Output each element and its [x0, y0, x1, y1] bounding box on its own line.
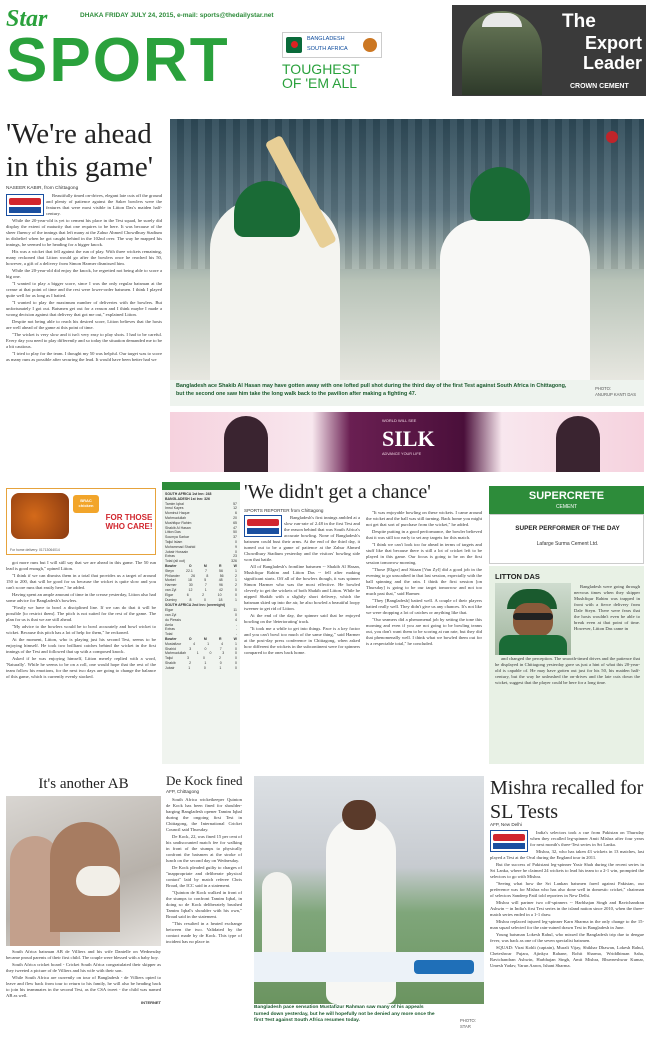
scoreboard-bowling-row-2 — [165, 666, 237, 671]
scoreboard-batting-row-cell: 326 — [231, 559, 237, 564]
brac-footer: For home delivery: 01713064014 — [10, 548, 60, 552]
scoreboard-bowling-row-2-cell: Mustafizur — [165, 641, 182, 646]
scoreboard-batting-row-2-cell: 4 — [235, 617, 237, 622]
photo-credit-name: ANURUP KANTI DAS — [595, 391, 636, 397]
npoly-logo-red — [247, 519, 279, 526]
mustafiz-head — [342, 800, 376, 830]
scoreboard-bowling-header-cell: W — [233, 563, 237, 568]
litton-photo[interactable] — [495, 583, 571, 655]
story2-paragraph: "It took me a while to get into things. Pace is a key factor and you can't bowl too much of the same thing," said Harmer at the post-day press conference in Chittagong, when asked how different the wickets in the subcontinent were for spinners compared to the ones back home. — [244, 626, 360, 655]
batsman-helmet — [470, 167, 530, 221]
scoreboard-bowling-header-cell: O — [188, 563, 192, 568]
ad-player-cap — [482, 13, 522, 27]
scoreboard-batting-row-2-cell: 11 — [233, 608, 237, 613]
scoreboard-bowling-row-cell: 18 — [218, 597, 223, 602]
dekock-paragraph: "This resulted in a heated exchange between the two. Validated by the contact made by de Kock. This type of incident has no place in — [166, 921, 242, 944]
scoreboard-batting-row-2-cell: Elgar — [165, 608, 174, 613]
scoreboard-bowling-row-cell: Harmer — [165, 583, 177, 588]
scoreboard-bowling-row-2-cell: Jubair — [165, 665, 175, 670]
series-team-1: BANGLADESH — [307, 36, 345, 42]
series-tagline: TOUGHEST OF 'EM ALL — [282, 61, 360, 91]
story2-col1 — [244, 515, 360, 763]
scoreboard-bowling-row-2-cell: 0 — [235, 665, 237, 670]
scoreboard-bowling-row-2-cell: 0 — [203, 665, 206, 670]
scoreboard-bowling-row-cell: 56 — [219, 573, 224, 578]
performer-title: SUPER PERFORMER OF THE DAY — [515, 525, 620, 532]
scoreboard-bowling-row-cell: 8 — [189, 597, 192, 602]
series-logo — [282, 32, 382, 58]
scoreboard-bowling-row-2-cell: 0 — [219, 660, 222, 665]
lead-paragraph: His was a wicket that fell against the run of play. With three wickets remaining, many reckoned that Litton would go after the bowlers once he reached his 50, however, a gift of a delivery from Simon Harmer dismissed him. — [6, 249, 162, 266]
scoreboard-bowling-row-2-cell: 0 — [235, 646, 237, 651]
scoreboard-bowling-header-cell: Bowler — [165, 563, 177, 568]
scoreboard-bowling-row-cell: 0 — [203, 597, 206, 602]
cricket-ball-icon — [363, 38, 377, 52]
scoreboard-bowling-row-2-cell: 4 — [221, 641, 224, 646]
scoreboard-bowling-row — [165, 598, 237, 603]
story2-col2 — [366, 510, 482, 763]
scoreboard-batting-row-cell: Litton Das — [165, 530, 181, 535]
scoreboard-bowling-row-2-cell: 3 — [189, 646, 192, 651]
story2-headline[interactable]: 'We didn't get a chance' — [244, 481, 431, 503]
batsman-figure — [440, 219, 590, 380]
series-team-2: SOUTH AFRICA — [307, 46, 348, 52]
lead-cont-paragraph: Asked if he was enjoying himself, Litton merely replied with a word, 'Naturally'. While he seems to be on a roll, one would hope that the rest of the team follow his emotions, for the next two days are going to change the balance of this game, which is currently evenly stacked. — [6, 656, 156, 679]
scoreboard-batting-row-cell: 37 — [233, 535, 237, 540]
scoreboard-bowling-row-cell: 1 — [235, 568, 237, 573]
lead-body — [6, 193, 162, 479]
ab-paragraph: South Africa batsman AB de Villiers and his wife Danielle on Wednesday became proud parents of their first child. The couple were blessed with a baby boy. — [6, 949, 161, 960]
scoreboard-batting-row-cell: 0 — [235, 549, 237, 554]
cricket-ball-icon — [606, 131, 618, 143]
mishra-paragraph: Mishra, 32, who has taken 43 wickets in 13 matches, last played a Test at the Oval during the England tour in 2011. — [490, 849, 644, 860]
litton-paragraph: Bangladesh were going through nervous times when they skipper Mushfiqur Rahim was trapped in front with a fierce delivery from Dale Steyn. There were fears that the hosts wouldn't even be able to break even at that point of time. However, Litton Das came in — [574, 584, 640, 631]
scoreboard-bowling-row-cell: 8 — [206, 573, 209, 578]
lead-continued — [6, 560, 156, 764]
litton-paragraph: and changed the perception. The smooth-timed drives and the patience that he displayed in Chittagong yesterday gave us just a hint of what this 20-year-old is capable of. He may have gotten out just for his 50, his maiden half-century, but the way he unleashed the on-drives and the late cuts down the wicket, suggest that the player could be here for a long time. — [495, 656, 640, 685]
lead-cont-paragraph: "My advice to the bowlers would be to bowl accurately and bowl wicket to wicket. Because this pitch has a lot of help for them," he reckoned. — [6, 624, 156, 635]
ab-headline[interactable]: It's another AB — [38, 776, 129, 792]
scoreboard-batting-row-cell: Extras — [165, 554, 175, 559]
scoreboard-batting-row-cell: BANGLADESH 1st Inn: 326 — [165, 496, 210, 501]
litton-name: LITTON DAS — [495, 572, 540, 581]
photo-credit-name: STAR — [460, 1023, 471, 1029]
ab-photo[interactable] — [6, 796, 161, 946]
mishra-paragraph: "Seeing what how the Sri Lankan batsmen fared against Pakistan, our preference was for Mishra who has also done well in domestic cricket," chairman of selectors Sandeep Patil told reporters in New Delhi. — [490, 881, 644, 898]
scoreboard-bowling-row-cell: 26 — [191, 573, 196, 578]
mishra-byline: AFP, New Delhi — [490, 822, 522, 827]
scoreboard-batting-row-cell: 9 — [235, 544, 237, 549]
scoreboard-bowling-row-cell: 7 — [204, 568, 207, 573]
scoreboard-bowling-row-2-cell: Shahid — [165, 646, 176, 651]
scoreboard-bowling-row-cell: 1 — [235, 578, 237, 583]
scoreboard-bowling-row-2-cell: 0 — [204, 646, 207, 651]
scoreboard-batting-row-cell: 20 — [233, 515, 237, 520]
lead-paragraph: "I wanted to play the maximum number of deliveries with the bowlers. But unfortunately I got out. Batsmen get out for a reason and I think maybe I made a wrong decision against that delivery that got me out," explained Litton. — [6, 300, 162, 317]
performer-sponsor: Lafarge Surma Cement Ltd. — [536, 541, 599, 547]
lead-cont-paragraph: Having spent an ample amount of time in the crease yesterday, Litton also had some advice for Bangladesh's bowlers. — [6, 592, 156, 603]
scoreboard-bowling-row-2-cell: 3 — [187, 656, 189, 661]
scoreboard-bowling-header-cell: R — [218, 636, 222, 641]
scoreboard-batting-row-2-cell: du Plessis — [165, 617, 181, 622]
dekock-paragraph: South Africa wicketkeeper Quinton de Kock has been fined for shoulder-barging Bangladesh opener Tamim Iqbal during the ongoing first Test in Chittagong, the International Cricket Council said Thursday. — [166, 797, 242, 832]
litton-text-1 — [574, 584, 640, 656]
scoreboard-batting-row-2-cell: 0 — [235, 612, 237, 617]
scoreboard-bowling-row-2-cell: 0 — [209, 651, 212, 656]
litton-text-2 — [495, 656, 640, 761]
scoreboard-bowling-row-2-cell: 3 — [222, 651, 225, 656]
scoreboard-batting-row-cell: Mohammad Shahid — [165, 544, 196, 549]
supercrete-subtitle: CEMENT — [555, 504, 578, 510]
scoreboard-bowling-row-cell: Philander — [165, 573, 180, 578]
photo-credit-label: PHOTO: — [595, 386, 612, 391]
scoreboard-batting-row-cell: Shakib Al Hasan — [165, 525, 191, 530]
scoreboard-batting-row-2-cell: Total — [165, 632, 173, 637]
story2-byline: SPORTS REPORTER from Chittagong — [244, 508, 324, 513]
scoreboard-bowling-row-2-cell: 1 — [204, 660, 207, 665]
scoreboard-bowling-row-2-cell: 0 — [235, 651, 237, 656]
lead-cont-paragraph: At the moment, Litton, who is playing just his second Test, seems to be enjoying himself. He took two brilliant catches behind the wicket in the first innings of the Test and followed that up with a composed knock. — [6, 637, 156, 654]
scoreboard-bowling-row-cell: 96 — [218, 583, 223, 588]
scoreboard-batting-row-cell: Mominul Haque — [165, 511, 190, 516]
story2-paragraph: All of Bangladesh's frontline batsmen -- Shakib Al Hasan, Mushfiqur Rahim and Litton Das -- fell after making significant starts. Off all of the bowlers though, it was spinner Simon Harmer who was the most effective. He bowled cleverly to get the wickets of both Shakib and Litton. While he nipped Shakib with a slightly short delivery, which the batsman skied up into the air, he also bowled a beautiful loopy tweener to get rid of Litton. — [244, 564, 360, 611]
scoreboard-batting-row-cell: Mushfiqur Rahim — [165, 520, 192, 525]
scoreboard-batting-row-2-cell: - — [235, 627, 237, 632]
scoreboard-bowling-row-cell: 22.1 — [186, 568, 193, 573]
scoreboard-batting-row-cell: 0 — [235, 539, 237, 544]
baby-figure — [76, 866, 120, 896]
lead-paragraph: While the 20-year-old did enjoy the knock, he regretted not being able to score a big one. — [6, 268, 162, 279]
scoreboard-batting-row-cell: SOUTH AFRICA 1st Inn: 248 — [165, 492, 212, 496]
scoreboard-batting-row-cell: 23 — [233, 554, 237, 559]
scoreboard-bowling-header-cell: W — [233, 636, 237, 641]
lead-headline[interactable]: 'We're ahead in this game' — [6, 118, 153, 183]
scoreboard-bowling-row-cell: 48 — [218, 578, 223, 583]
npoly-logo — [490, 830, 528, 852]
scoreboard-bowling-row-2-cell: Taijul — [165, 656, 173, 661]
scoreboard — [162, 482, 240, 764]
dateline: DHAKA FRIDAY JULY 24, 2015, e-mail: sports@thedailystar.net — [80, 12, 274, 19]
scoreboard-bowling-row-2-cell: 0 — [235, 660, 237, 665]
silk-ad-line-3: ADVANCE YOUR LIFE — [382, 452, 422, 456]
ab-paragraph: While South Africa are currently on tour of Bangladesh - de Villiers opted to leave and flew back from tour to return to his family, he will also be heading back to join his teammates in the second Test, as the CSA tweet - the child was named AB as well. — [6, 975, 161, 998]
scoreboard-bowling-row-2-cell: 0 — [203, 656, 205, 661]
story2-paragraph: At the end of the day, the spinner said that he enjoyed bowling on the 'deteriorating' track. — [244, 613, 360, 624]
scoreboard-batting-row-cell: Total (all out) — [165, 559, 186, 564]
scoreboard-batting-row-2-cell: Extras — [165, 627, 175, 632]
ab-paragraph: South Africa cricket board - Cricket South Africa congratulated their skipper as they tweeted a picture of de Villiers and his wife with their son. — [6, 962, 161, 973]
lead-photo[interactable] — [170, 119, 644, 380]
story2-paragraph: Bangladesh's first innings ambled at a slow run-rate of 2.48 in the first Test and the reason behind that was South Africa's accurate bowling. None of Bangladesh's batsmen could bust their arms. At the end of the third day, it turned out to be a game of patience at the Zahur Ahmed Chowdhury Stadium yesterday and the visitors' bowling side won that battle. — [244, 515, 360, 562]
scoreboard-batting-row-cell: Imrul Kayes — [165, 506, 184, 511]
scoreboard-bowling-header-cell: R — [218, 563, 222, 568]
lead-paragraph: Despite not being able to reach his desired score, Litton believes that the hosts are well ahead of the game at this point of time. — [6, 319, 162, 330]
scoreboard-batting-row-2-cell: - — [235, 632, 237, 637]
dekock-headline[interactable]: De Kock fined — [166, 773, 243, 788]
silk-ad-brand: SILK — [382, 426, 435, 451]
scoreboard-bowling-row-cell: 1 — [235, 597, 237, 602]
lead-photo-credit — [595, 386, 636, 397]
scoreboard-bowling-row-cell: 5 — [204, 578, 207, 583]
scoreboard-batting-row-cell: 12 — [233, 506, 237, 511]
scoreboard-title: BD-SA SCOREBOARD — [174, 483, 228, 489]
scoreboard-bowling-row-cell: 10 — [217, 592, 222, 597]
brac-logo: BRAC chicken — [73, 495, 99, 513]
lead-caption-box — [170, 380, 644, 406]
scoreboard-batting-row-cell: Mahmudullah — [165, 515, 187, 520]
supercrete-title: SUPERCRETE — [528, 490, 605, 502]
npoly-logo-red — [493, 834, 525, 841]
scoreboard-batting-row-2-cell: - — [235, 622, 237, 627]
scoreboard-bowling-header-cell: Bowler — [165, 636, 177, 641]
mishra-paragraph: Mishra replaced injured leg-spinner Karn Sharma in the only change to the 15-man squad selected for the rain-ruined drawn Test in Bangladesh in June. — [490, 919, 644, 930]
ad-brand: CROWN CEMENT — [570, 83, 629, 90]
lead-byline: NASEER KABIR, from Chittagong — [6, 186, 79, 191]
story2-paragraph: "Those [Elgar] and Stiaan [Van Zyl] did a good job in the evening to go unscathed in that last session, especially with the ball spinning and the rain. I think the first session [on Thursday] is going to be our target tomorrow and not too much past that," said Harmer. — [366, 567, 482, 596]
lead-cont-paragraph: "Firstly we have to bowl a disciplined line. If we can do that it will be possible [to restrict them]. The pitch is not suited for the rest of the game. The plan for us is that we are still ahead. — [6, 605, 156, 622]
scoreboard-bowling-row-2-cell: 1 — [207, 641, 210, 646]
lead-paragraph: "I tried to play for the team. I thought my 50 was helpful. Our target was to score as many runs as possible after securing the lead. It would have been better had we — [6, 351, 162, 362]
lead-paragraph: "The wicket is very slow and it isn't very easy to play shots. I had to be careful. Every day you need to play differently and so today the situation demanded me to be a bit cautious. — [6, 332, 162, 349]
brac-chicken-ad[interactable] — [6, 488, 156, 555]
scoreboard-batting-row-cell: Jubair Hossain — [165, 549, 189, 554]
scoreboard-bowling-row-2-cell: 2 — [219, 656, 221, 661]
dekock-paragraph: "Quinton de Kock walked in front of the stumps to confront Tamim Iqbal, in doing so de Kock deliberately brushed Tamim Iqbal's shoulder with his own," Broad said in the statement. — [166, 890, 242, 919]
scoreboard-bowling-row-cell: Elgar — [165, 592, 174, 597]
scoreboard-batting-row-2-cell: Amla — [165, 622, 173, 627]
ad-model-right — [556, 416, 600, 472]
litton-face — [513, 603, 553, 637]
scoreboard-bowling-row-cell: 2 — [235, 573, 237, 578]
lead-cont-paragraph: "I think if we can dismiss them in a total that provides us a target of around 150 to 200, that will be good for us because the wicket is quite slow and you can't score runs that easily here," he added. — [6, 573, 156, 590]
ab-credit: INTERNET — [141, 1000, 161, 1005]
npoly-logo-blue — [9, 207, 41, 213]
scoreboard-bowling-row-cell: Duminy — [165, 597, 177, 602]
scoreboard-bowling-row-cell: 0 — [235, 592, 237, 597]
scoreboard-rows — [162, 490, 240, 672]
sunglasses-icon — [513, 613, 553, 620]
dekock-paragraph: De Kock pleaded guilty to charges of "inappropriate and deliberate physical contact" laid by match referee Chris Broad, the ICC said in a statement. — [166, 865, 242, 888]
scoreboard-bowling-row-cell: 6 — [186, 592, 189, 597]
scoreboard-bowling-row-cell: 18 — [187, 578, 192, 583]
scoreboard-bowling-row-cell: Steyn — [165, 568, 174, 573]
lead-cont-paragraph: got more runs but I will still say that we are ahead in this game. The 50 run lead is good enough," opined Litton. — [6, 560, 156, 571]
mustafiz-credit — [460, 1018, 476, 1029]
scoreboard-bowling-row-2-cell: 1 — [219, 665, 222, 670]
scoreboard-bowling-row-cell: 1 — [204, 587, 207, 592]
scoreboard-bowling-row-cell: 56 — [219, 568, 223, 573]
silk-ad[interactable] — [170, 412, 644, 472]
star-logo[interactable]: Star — [6, 6, 48, 32]
scoreboard-batting-row-cell: 50 — [233, 530, 237, 535]
mishra-paragraph: SQUAD: Virat Kohli (captain), Murali Vijay, Shikhar Dhawan, Lokesh Rahul, Cheteshwar Pujara, Ajinkya Rahane, Rohit Sharma, Wriddhiman Saha, Ravichandran Ashwin, Harbhajan Singh, Amit Mishra, Bhuvneshwar Kumar, Umesh Yadav, Varun Aaron, Ishant Sharma. — [490, 945, 644, 968]
scoreboard-bowling-row-cell: Morkel — [165, 578, 176, 583]
sponsor-logo — [414, 960, 474, 974]
ad-model-left — [224, 416, 268, 472]
npoly-logo-blue — [247, 528, 279, 534]
scoreboard-batting-row-cell: Taijul Islam — [165, 539, 183, 544]
scoreboard-bowling-row-2-cell: 2 — [189, 660, 192, 665]
scoreboard-bowling-row-cell: 42 — [218, 587, 223, 592]
bangladesh-flag-icon — [286, 37, 302, 53]
story2-paragraph: "It was enjoyable bowling on these wickets. I came around the wicket and the ball was still turning. Back home you might not get that sort of purchase from the wicket," he added. — [366, 510, 482, 527]
scoreboard-bowling-header-cell: M — [203, 563, 207, 568]
scoreboard-second-innings: SOUTH AFRICA 2nd Inn: (overnight) — [165, 603, 226, 608]
scoreboard-bowling-row-cell: 0 — [235, 587, 237, 592]
dekock-byline: AFP, Chittagong — [166, 789, 200, 794]
dekock-body — [166, 797, 242, 1035]
scoreboard-bowling-row-2-cell: 1 — [188, 665, 191, 670]
scoreboard-bowling-header-cell: M — [203, 636, 207, 641]
scoreboard-bowling-row-cell: 30 — [188, 583, 193, 588]
crown-cement-ad[interactable] — [452, 5, 646, 96]
mishra-paragraph: India's selectors took a cue from Pakistan on Thursday when they recalled leg-spinner Amit Mishra after four years for next month's three-Test series in Sri Lanka. — [530, 830, 644, 847]
npoly-logo-blue — [493, 843, 525, 849]
mishra-body — [490, 830, 644, 1035]
scoreboard-bowling-header-cell: O — [188, 636, 192, 641]
silk-ad-line-1: WORLD WILL SEE — [382, 418, 417, 423]
scoreboard-bowling-row-cell: 2 — [235, 583, 237, 588]
scoreboard-batting-row-cell: 6 — [235, 511, 237, 516]
ad-line-1: The — [562, 11, 596, 32]
npoly-logo-red — [9, 198, 41, 205]
section-title: SPORT — [6, 26, 230, 95]
dekock-paragraph: De Kock, 22, was fined 15 per cent of his undiscounted match fee for walking in front of the stumps to physically confront the batsmen at the stroke of lunch on the second day on Wednesday. — [166, 834, 242, 863]
performer-box — [489, 514, 644, 564]
lead-paragraph: While the 20-year-old is yet to cement his place in the Test squad, he surely did display the extent of maturity that one requires to be here. It was because of the sheer fluency of the innings that left many at the Zahur Ahmed Chowdhury Stadium in disbelief when he got caught behind in the 102nd over. The way he mapped his innings, he seemed to be heading for a bigger knock. — [6, 218, 162, 247]
scoreboard-bowling-row-2-cell: Mahmudullah — [165, 651, 187, 656]
story2-paragraph: "I think we can't look too far ahead in terms of targets and stuff like that because there is still a lot of cricket left to be played in this game. Our focus is going to be on the first session tomorrow morning. — [366, 542, 482, 565]
story2-paragraph: Despite putting in a good performance, the bowler believed that it was still too early to set any targets for this match. — [366, 529, 482, 540]
mishra-paragraph: Mishra will partner two off-spinners -- Harbhajan Singh and Ravichandran Ashwin -- in India's first Test series in the island nation since 2010, when the three-match series ended in a 1-1 draw. — [490, 900, 644, 917]
npoly-logo — [6, 194, 44, 216]
scoreboard-bowling-row-cell: van Zyl — [165, 587, 177, 592]
litton-shirt — [499, 635, 567, 655]
ab-body — [6, 949, 161, 1034]
scoreboard-bowling-row-2-cell: Shakib — [165, 660, 176, 665]
scoreboard-bowling-row-cell: 12 — [188, 587, 193, 592]
scoreboard-batting-row-cell: 65 — [233, 520, 237, 525]
scoreboard-batting-row-cell: Soumya Sarkar — [165, 535, 190, 540]
scoreboard-bowling-row-2-cell: 1 — [235, 641, 237, 646]
brac-slogan: FOR THOSE WHO CARE! — [105, 513, 153, 531]
scoreboard-bowling-row-cell: 2 — [202, 592, 205, 597]
scoreboard-batting-row-2-cell: van Zyl — [165, 612, 177, 617]
lead-paragraph: "I wanted to play a bigger score, since I was the only regular batsman at the crease at that point of time and the rest were lower-order batsmen. I think I played quite well for as long as I batted. — [6, 281, 162, 298]
mustafiz-caption: Bangladesh pace sensation Mustafizur Rahman saw many of his appeals turned down yesterday, but he will hopefully not be denied any more once the first Test against South Africa resumes today. — [254, 1005, 435, 1023]
scoreboard-bowling-row-2-cell: 0 — [235, 656, 237, 661]
scoreboard-batting-row-cell: 57 — [233, 501, 237, 506]
story2-paragraph: "They [Bangladesh] batted well. A couple of their players batted really well. They didn't give us any chances. It's not like we were dropping a lot of catches or anything like that. — [366, 598, 482, 615]
scoreboard-bowling-row-2-cell: 1 — [196, 651, 199, 656]
ad-line-2: Export Leader — [582, 33, 642, 73]
mustafiz-photo[interactable] — [254, 776, 484, 1004]
scoreboard-bowling-row-cell: 7 — [204, 583, 207, 588]
mishra-headline[interactable]: Mishra recalled for SL Tests — [490, 777, 644, 823]
lead-caption: Bangladesh ace Shakib Al Hasan may have gotten away with one lofted pull shot during the third day of the first Test against South Africa in Chittagong, but the second one saw him take the long walk back to the pavilion after making a fighting 47. — [176, 383, 567, 397]
scoreboard-batting-row-cell: 47 — [233, 525, 237, 530]
mishra-paragraph: Young batsman Lokesh Rahul, who missed the Bangladesh trip due to dengue fever, was back as one of the seven specialist batsmen. — [490, 932, 644, 943]
photo-credit-label: PHOTO: — [460, 1018, 476, 1023]
story2-paragraph: "Our seamers did a phenomenal job by setting the tone this morning and even if you are not going to be bowling teams out, you don't want them to be scoring at run rate, but they did that phenomenally well. I think what we bowled them out for is a respectable total," he concluded. — [366, 617, 482, 646]
ad-chicken-image — [11, 493, 69, 539]
scoreboard-bowling-row-2-cell: 7 — [219, 646, 222, 651]
scoreboard-batting-row-cell: Tamim Iqbal — [165, 501, 184, 506]
lead-paragraph: Beautifully timed on-drives, elegant late cuts off the ground and plenty of patience against the Saker bowlers were the features that were most visible in Litton Das's maiden half-century. — [46, 193, 162, 216]
scoreboard-bowling-row-2-cell: 4 — [193, 641, 196, 646]
npoly-logo — [244, 515, 282, 537]
mishra-paragraph: But the success of Pakistani leg-spinner Yasir Shah during the recent series in Sri Lanka, where he claimed 24 wickets to lead his team to a 2-1 win, prompted the selectors to go with Mishra. — [490, 862, 644, 879]
